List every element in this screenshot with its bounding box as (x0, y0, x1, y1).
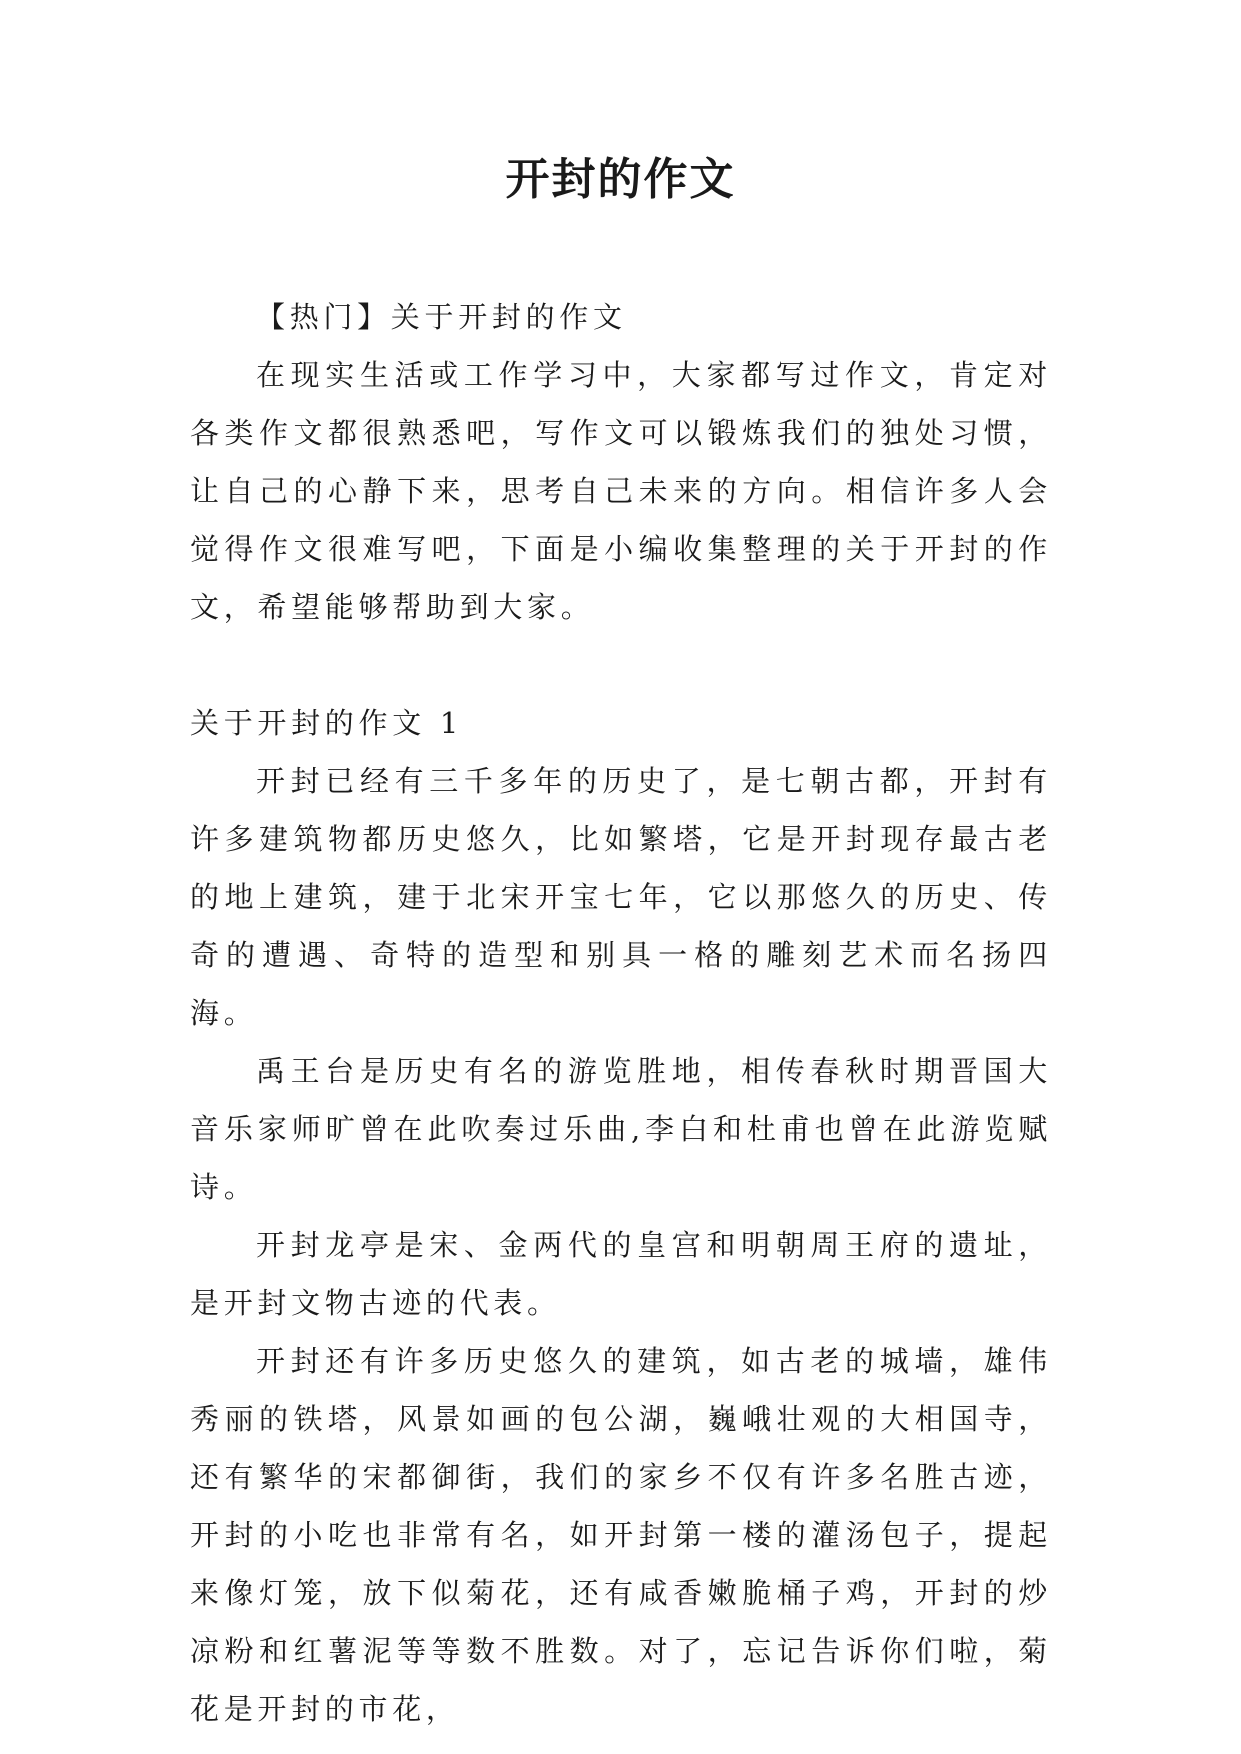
body-paragraph: 开封龙亭是宋、金两代的皇宫和明朝周王府的遗址，是开封文物古迹的代表。 (190, 1228, 1052, 1320)
intro-paragraph: 在现实生活或工作学习中，大家都写过作文，肯定对各类作文都很熟悉吧，写作文可以锻炼我们的独处习惯，让自己的心静下来，思考自己未来的方向。相信许多人会觉得作文很难写吧，下面是小编收集整理的关于开封的作文，希望能够帮助到大家。 (190, 358, 1052, 624)
body-paragraph: 开封已经有三千多年的历史了，是七朝古都，开封有许多建筑物都历史悠久，比如繁塔，它是开封现存最古老的地上建筑，建于北宋开宝七年，它以那悠久的历史、传奇的遭遇、奇特的造型和别具一格的雕刻艺术而名扬四海。 (190, 764, 1052, 1030)
paragraph-gap (190, 636, 1052, 694)
body-paragraph: 禹王台是历史有名的游览胜地，相传春秋时期晋国大音乐家师旷曾在此吹奏过乐曲,李白和杜甫也曾在此游览赋诗。 (190, 1054, 1052, 1204)
lead-line: 【热门】关于开封的作文 (256, 300, 627, 334)
document-title: 开封的作文 (505, 154, 736, 205)
section-heading: 关于开封的作文 1 (190, 706, 463, 740)
body-paragraph: 开封还有许多历史悠久的建筑，如古老的城墙，雄伟秀丽的铁塔，风景如画的包公湖，巍峨壮观的大相国寺，还有繁华的宋都御街，我们的家乡不仅有许多名胜古迹，开封的小吃也非常有名，如开封第一楼的灌汤包子，提起来像灯笼，放下似菊花，还有咸香嫩脆桶子鸡，开封的炒凉粉和红薯泥等等数不胜数。对了，忘记告诉你们啦，菊花是开封的市花， (190, 1344, 1052, 1726)
document-body (190, 288, 1052, 1738)
